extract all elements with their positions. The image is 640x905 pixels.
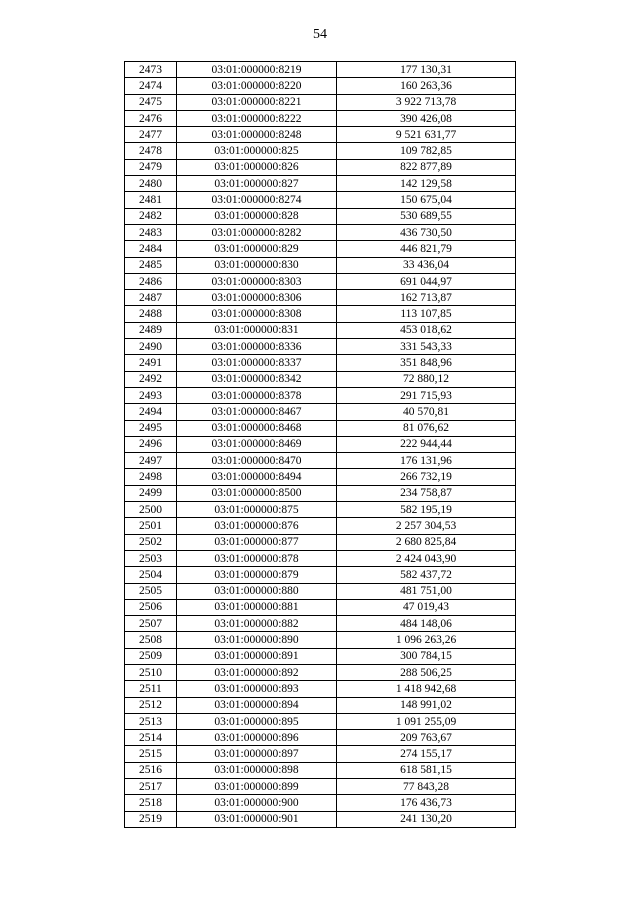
row-number-cell: 2508 xyxy=(125,632,177,648)
cadastral-number-cell: 03:01:000000:8467 xyxy=(177,404,337,420)
table-row xyxy=(125,534,516,550)
row-number-cell: 2477 xyxy=(125,127,177,143)
cadastral-value-cell: 436 730,50 xyxy=(337,224,516,240)
table-row xyxy=(125,599,516,615)
cadastral-number-cell: 03:01:000000:899 xyxy=(177,779,337,795)
row-number-cell: 2480 xyxy=(125,176,177,192)
cadastral-value-cell: 9 521 631,77 xyxy=(337,127,516,143)
row-number-cell: 2478 xyxy=(125,143,177,159)
table-row xyxy=(125,355,516,371)
table-row xyxy=(125,78,516,94)
table-row xyxy=(125,811,516,827)
cadastral-number-cell: 03:01:000000:8221 xyxy=(177,94,337,110)
cadastral-value-cell: 209 763,67 xyxy=(337,730,516,746)
cadastral-number-cell: 03:01:000000:896 xyxy=(177,730,337,746)
cadastral-value-cell: 176 436,73 xyxy=(337,795,516,811)
cadastral-value-cell: 484 148,06 xyxy=(337,616,516,632)
table-row xyxy=(125,664,516,680)
table-row xyxy=(125,306,516,322)
cadastral-number-cell: 03:01:000000:8274 xyxy=(177,192,337,208)
cadastral-value-cell: 453 018,62 xyxy=(337,322,516,338)
table-row xyxy=(125,713,516,729)
cadastral-number-cell: 03:01:000000:8222 xyxy=(177,110,337,126)
cadastral-value-cell: 33 436,04 xyxy=(337,257,516,273)
cadastral-number-cell: 03:01:000000:8336 xyxy=(177,339,337,355)
cadastral-number-cell: 03:01:000000:901 xyxy=(177,811,337,827)
row-number-cell: 2516 xyxy=(125,762,177,778)
table-row xyxy=(125,273,516,289)
table-row xyxy=(125,518,516,534)
table-row xyxy=(125,127,516,143)
table-row xyxy=(125,632,516,648)
table-row xyxy=(125,469,516,485)
cadastral-value-cell: 3 922 713,78 xyxy=(337,94,516,110)
row-number-cell: 2515 xyxy=(125,746,177,762)
row-number-cell: 2517 xyxy=(125,779,177,795)
cadastral-number-cell: 03:01:000000:8220 xyxy=(177,78,337,94)
cadastral-number-cell: 03:01:000000:893 xyxy=(177,681,337,697)
cadastral-value-cell: 351 848,96 xyxy=(337,355,516,371)
row-number-cell: 2493 xyxy=(125,387,177,403)
cadastral-number-cell: 03:01:000000:8219 xyxy=(177,62,337,78)
cadastral-value-cell: 47 019,43 xyxy=(337,599,516,615)
cadastral-value-cell: 530 689,55 xyxy=(337,208,516,224)
row-number-cell: 2509 xyxy=(125,648,177,664)
row-number-cell: 2484 xyxy=(125,241,177,257)
row-number-cell: 2498 xyxy=(125,469,177,485)
cadastral-number-cell: 03:01:000000:895 xyxy=(177,713,337,729)
table-row xyxy=(125,371,516,387)
table-row xyxy=(125,387,516,403)
cadastral-number-cell: 03:01:000000:876 xyxy=(177,518,337,534)
cadastral-number-cell: 03:01:000000:8494 xyxy=(177,469,337,485)
table-row xyxy=(125,502,516,518)
page-number: 54 xyxy=(313,27,327,42)
row-number-cell: 2505 xyxy=(125,583,177,599)
cadastral-value-cell: 142 129,58 xyxy=(337,176,516,192)
table-row xyxy=(125,94,516,110)
cadastral-value-table xyxy=(124,61,516,828)
row-number-cell: 2510 xyxy=(125,664,177,680)
table-row xyxy=(125,616,516,632)
table-row xyxy=(125,208,516,224)
row-number-cell: 2483 xyxy=(125,224,177,240)
cadastral-number-cell: 03:01:000000:875 xyxy=(177,502,337,518)
cadastral-number-cell: 03:01:000000:8337 xyxy=(177,355,337,371)
cadastral-number-cell: 03:01:000000:891 xyxy=(177,648,337,664)
cadastral-number-cell: 03:01:000000:826 xyxy=(177,159,337,175)
cadastral-number-cell: 03:01:000000:880 xyxy=(177,583,337,599)
row-number-cell: 2487 xyxy=(125,290,177,306)
row-number-cell: 2489 xyxy=(125,322,177,338)
cadastral-number-cell: 03:01:000000:892 xyxy=(177,664,337,680)
cadastral-number-cell: 03:01:000000:8469 xyxy=(177,436,337,452)
cadastral-number-cell: 03:01:000000:898 xyxy=(177,762,337,778)
table-row xyxy=(125,746,516,762)
row-number-cell: 2500 xyxy=(125,502,177,518)
cadastral-number-cell: 03:01:000000:8308 xyxy=(177,306,337,322)
table-row xyxy=(125,159,516,175)
table-row xyxy=(125,62,516,78)
cadastral-number-cell: 03:01:000000:828 xyxy=(177,208,337,224)
cadastral-number-cell: 03:01:000000:827 xyxy=(177,176,337,192)
row-number-cell: 2504 xyxy=(125,567,177,583)
cadastral-value-cell: 113 107,85 xyxy=(337,306,516,322)
table-row xyxy=(125,583,516,599)
row-number-cell: 2513 xyxy=(125,713,177,729)
table-row xyxy=(125,192,516,208)
cadastral-value-cell: 331 543,33 xyxy=(337,339,516,355)
row-number-cell: 2514 xyxy=(125,730,177,746)
cadastral-value-cell: 266 732,19 xyxy=(337,469,516,485)
cadastral-value-cell: 446 821,79 xyxy=(337,241,516,257)
row-number-cell: 2495 xyxy=(125,420,177,436)
row-number-cell: 2488 xyxy=(125,306,177,322)
row-number-cell: 2479 xyxy=(125,159,177,175)
cadastral-value-cell: 2 680 825,84 xyxy=(337,534,516,550)
row-number-cell: 2485 xyxy=(125,257,177,273)
table-row xyxy=(125,436,516,452)
row-number-cell: 2494 xyxy=(125,404,177,420)
cadastral-value-cell: 481 751,00 xyxy=(337,583,516,599)
row-number-cell: 2502 xyxy=(125,534,177,550)
cadastral-value-cell: 2 257 304,53 xyxy=(337,518,516,534)
table-row xyxy=(125,241,516,257)
cadastral-value-cell: 582 437,72 xyxy=(337,567,516,583)
row-number-cell: 2518 xyxy=(125,795,177,811)
row-number-cell: 2501 xyxy=(125,518,177,534)
table-row xyxy=(125,648,516,664)
cadastral-number-cell: 03:01:000000:8470 xyxy=(177,453,337,469)
row-number-cell: 2491 xyxy=(125,355,177,371)
cadastral-number-cell: 03:01:000000:8342 xyxy=(177,371,337,387)
cadastral-value-cell: 40 570,81 xyxy=(337,404,516,420)
cadastral-number-cell: 03:01:000000:894 xyxy=(177,697,337,713)
table-row xyxy=(125,681,516,697)
row-number-cell: 2476 xyxy=(125,110,177,126)
row-number-cell: 2511 xyxy=(125,681,177,697)
cadastral-value-cell: 234 758,87 xyxy=(337,485,516,501)
cadastral-value-cell: 72 880,12 xyxy=(337,371,516,387)
cadastral-number-cell: 03:01:000000:8468 xyxy=(177,420,337,436)
cadastral-value-cell: 177 130,31 xyxy=(337,62,516,78)
cadastral-number-cell: 03:01:000000:890 xyxy=(177,632,337,648)
table-row xyxy=(125,404,516,420)
table-row xyxy=(125,762,516,778)
row-number-cell: 2492 xyxy=(125,371,177,387)
cadastral-value-cell: 160 263,36 xyxy=(337,78,516,94)
cadastral-value-cell: 77 843,28 xyxy=(337,779,516,795)
cadastral-value-cell: 1 418 942,68 xyxy=(337,681,516,697)
table-row xyxy=(125,420,516,436)
row-number-cell: 2512 xyxy=(125,697,177,713)
table-row xyxy=(125,779,516,795)
cadastral-number-cell: 03:01:000000:830 xyxy=(177,257,337,273)
cadastral-number-cell: 03:01:000000:829 xyxy=(177,241,337,257)
cadastral-value-cell: 148 991,02 xyxy=(337,697,516,713)
cadastral-value-cell: 162 713,87 xyxy=(337,290,516,306)
table-row xyxy=(125,795,516,811)
cadastral-number-cell: 03:01:000000:879 xyxy=(177,567,337,583)
table-row xyxy=(125,257,516,273)
cadastral-number-cell: 03:01:000000:8282 xyxy=(177,224,337,240)
row-number-cell: 2503 xyxy=(125,550,177,566)
table-row xyxy=(125,224,516,240)
row-number-cell: 2474 xyxy=(125,78,177,94)
row-number-cell: 2507 xyxy=(125,616,177,632)
cadastral-value-cell: 288 506,25 xyxy=(337,664,516,680)
cadastral-value-cell: 81 076,62 xyxy=(337,420,516,436)
table-row xyxy=(125,550,516,566)
cadastral-value-cell: 274 155,17 xyxy=(337,746,516,762)
row-number-cell: 2497 xyxy=(125,453,177,469)
cadastral-value-cell: 618 581,15 xyxy=(337,762,516,778)
cadastral-number-cell: 03:01:000000:897 xyxy=(177,746,337,762)
cadastral-number-cell: 03:01:000000:8500 xyxy=(177,485,337,501)
row-number-cell: 2475 xyxy=(125,94,177,110)
row-number-cell: 2519 xyxy=(125,811,177,827)
table-row xyxy=(125,697,516,713)
cadastral-number-cell: 03:01:000000:878 xyxy=(177,550,337,566)
table-row xyxy=(125,290,516,306)
row-number-cell: 2490 xyxy=(125,339,177,355)
cadastral-value-cell: 1 091 255,09 xyxy=(337,713,516,729)
table-row xyxy=(125,485,516,501)
table-row xyxy=(125,339,516,355)
row-number-cell: 2473 xyxy=(125,62,177,78)
cadastral-number-cell: 03:01:000000:831 xyxy=(177,322,337,338)
cadastral-value-cell: 291 715,93 xyxy=(337,387,516,403)
cadastral-number-cell: 03:01:000000:8303 xyxy=(177,273,337,289)
row-number-cell: 2496 xyxy=(125,436,177,452)
table-row xyxy=(125,322,516,338)
cadastral-number-cell: 03:01:000000:825 xyxy=(177,143,337,159)
row-number-cell: 2506 xyxy=(125,599,177,615)
row-number-cell: 2482 xyxy=(125,208,177,224)
cadastral-value-cell: 241 130,20 xyxy=(337,811,516,827)
cadastral-number-cell: 03:01:000000:882 xyxy=(177,616,337,632)
table-row xyxy=(125,110,516,126)
cadastral-value-cell: 150 675,04 xyxy=(337,192,516,208)
cadastral-number-cell: 03:01:000000:877 xyxy=(177,534,337,550)
table-row xyxy=(125,453,516,469)
cadastral-value-cell: 822 877,89 xyxy=(337,159,516,175)
cadastral-number-cell: 03:01:000000:900 xyxy=(177,795,337,811)
cadastral-value-cell: 390 426,08 xyxy=(337,110,516,126)
table-row xyxy=(125,730,516,746)
table-row xyxy=(125,176,516,192)
table-row xyxy=(125,143,516,159)
table-body xyxy=(125,62,516,828)
cadastral-value-cell: 1 096 263,26 xyxy=(337,632,516,648)
cadastral-number-cell: 03:01:000000:8248 xyxy=(177,127,337,143)
cadastral-value-cell: 2 424 043,90 xyxy=(337,550,516,566)
cadastral-number-cell: 03:01:000000:8378 xyxy=(177,387,337,403)
cadastral-value-cell: 109 782,85 xyxy=(337,143,516,159)
cadastral-value-cell: 691 044,97 xyxy=(337,273,516,289)
cadastral-value-cell: 176 131,96 xyxy=(337,453,516,469)
row-number-cell: 2486 xyxy=(125,273,177,289)
cadastral-value-cell: 222 944,44 xyxy=(337,436,516,452)
row-number-cell: 2499 xyxy=(125,485,177,501)
cadastral-number-cell: 03:01:000000:881 xyxy=(177,599,337,615)
cadastral-value-cell: 582 195,19 xyxy=(337,502,516,518)
cadastral-number-cell: 03:01:000000:8306 xyxy=(177,290,337,306)
table-row xyxy=(125,567,516,583)
row-number-cell: 2481 xyxy=(125,192,177,208)
cadastral-value-cell: 300 784,15 xyxy=(337,648,516,664)
